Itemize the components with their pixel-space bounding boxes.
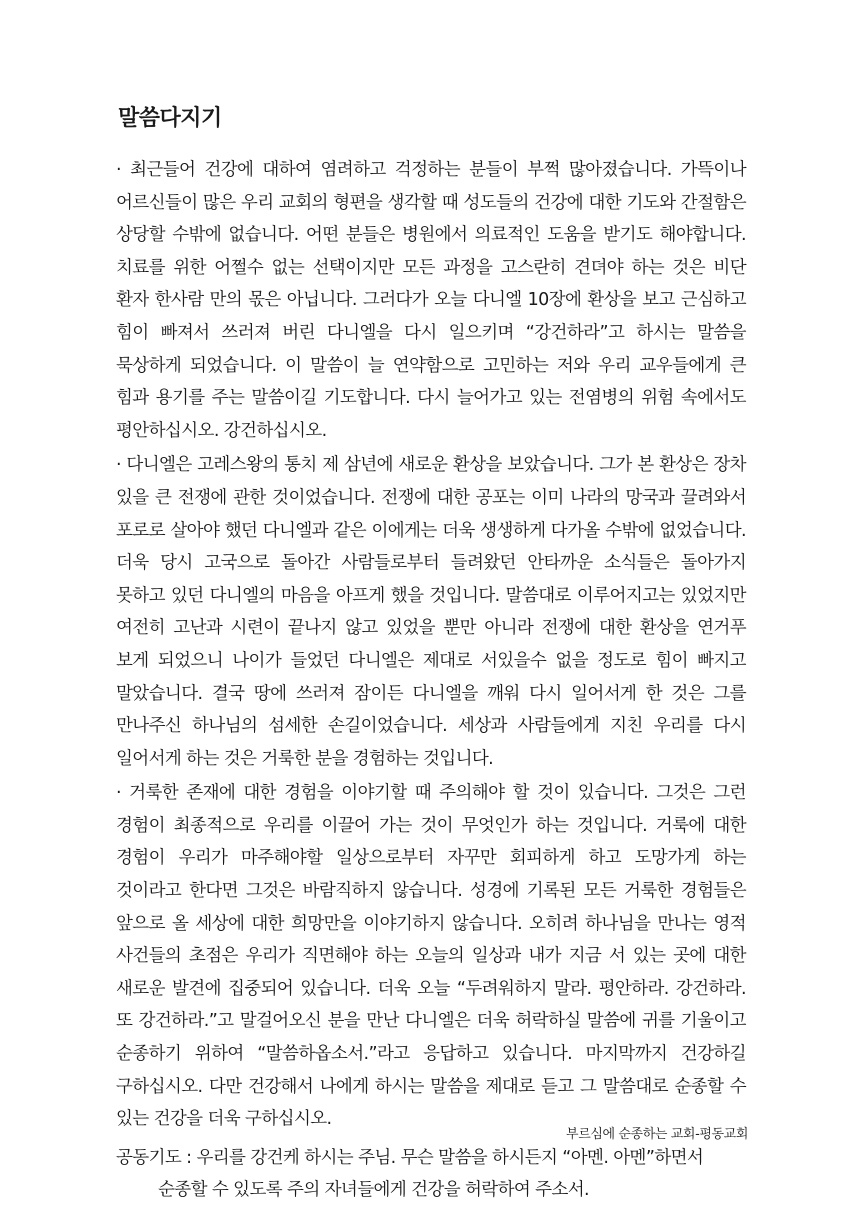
prayer-line-2: 순종할 수 있도록 주의 자녀들에게 건강을 허락하여 주소서.	[158, 1180, 590, 1201]
paragraph-2: · 다니엘은 고레스왕의 통치 제 삼년에 새로운 환상을 보았습니다. 그가 본 환상은 장차 있을 큰 전쟁에 관한 것이었습니다. 전쟁에 대한 공포는 이미 나라의 망국과 끌려와서 포로로 살아야 했던 다니엘과 같은 이에게는 더욱 생생하게 다가올 수밖에 없었습니다. 더욱 당시 고국으로 돌아간 사람들로부터 들려왔던 안타까운 소식들은 돌아가지 못하고 있던 다니엘의 마음을 아프게 했을 것입니다. 말씀대로 이루어지고는 있었지만 여전히 고난과 시련이 끝나지 않고 있었을 뿐만 아니라 전쟁에 대한 환상을 연거푸 보게 되었으니 나이가 들었던 다니엘은 제대로 서있을수 없을 정도로 힘이 빠지고 말았습니다. 결국 땅에 쓰러져 잠이든 다니엘을 깨워 다시 일어서게 한 것은 그를 만나주신 하나님의 섬세한 손길이었습니다. 세상과 사람들에게 지친 우리를 다시 일어서게 하는 것은 거룩한 분을 경험하는 것입니다.	[116, 455, 746, 769]
document-body	[116, 104, 746, 1207]
paragraph-3: · 거룩한 존재에 대한 경험을 이야기할 때 주의해야 할 것이 있습니다. 그것은 그런 경험이 최종적으로 우리를 이끌어 가는 것이 무엇인가 하는 것입니다. 거룩에 대한 경험이 우리가 마주해야할 일상으로부터 자꾸만 회피하게 하고 도망가게 하는 것이라고 한다면 그것은 바람직하지 않습니다. 성경에 기록된 모든 거룩한 경험들은 앞으로 올 세상에 대한 희망만을 이야기하지 않습니다. 오히려 하나님을 만나는 영적 사건들의 초점은 우리가 직면해야 하는 오늘의 일상과 내가 지금 서 있는 곳에 대한 새로운 발견에 집중되어 있습니다. 더욱 오늘 “두려워하지 말라. 평안하라. 강건하라. 또 강건하라.”고 말걸어오신 분을 만난 다니엘은 더욱 허락하실 말씀에 귀를 기울이고 순종하기 위하여 “말씀하옵소서.”라고 응답하고 있습니다. 마지막까지 건강하길 구하십시오. 다만 건강해서 나에게 하시는 말씀을 제대로 듣고 그 말씀대로 순종할 수 있는 건강을 더욱 구하십시오.	[116, 783, 746, 1130]
page-footer: 부르심에 순종하는 교회-평동교회	[566, 1127, 748, 1142]
prayer-line-1: 공동기도 : 우리를 강건케 하시는 주님. 무슨 말씀을 하시든지 “아멘. 아멘”하면서	[116, 1147, 704, 1168]
paragraph-1: · 최근들어 건강에 대하여 염려하고 걱정하는 분들이 부쩍 많아졌습니다. 가뜩이나 어르신들이 많은 우리 교회의 형편을 생각할 때 성도들의 건강에 대한 기도와 간절함은 상당할 수밖에 없습니다. 어떤 분들은 병원에서 의료적인 도움을 받기도 해야합니다. 치료를 위한 어쩔수 없는 선택이지만 모든 과정을 고스란히 견뎌야 하는 것은 비단 환자 한사람 만의 몫은 아닙니다. 그러다가 오늘 다니엘 10장에 환상을 보고 근심하고 힘이 빠져서 쓰러져 버린 다니엘을 다시 일으키며 “강건하라”고 하시는 말씀을 묵상하게 되었습니다. 이 말씀이 늘 연약함으로 고민하는 저와 우리 교우들에게 큰 힘과 용기를 주는 말씀이길 기도합니다. 다시 늘어가고 있는 전염병의 위험 속에서도 평안하십시오. 강건하십시오.	[116, 160, 746, 441]
page-title: 말씀다지기	[118, 106, 222, 131]
common-prayer	[116, 1142, 746, 1207]
